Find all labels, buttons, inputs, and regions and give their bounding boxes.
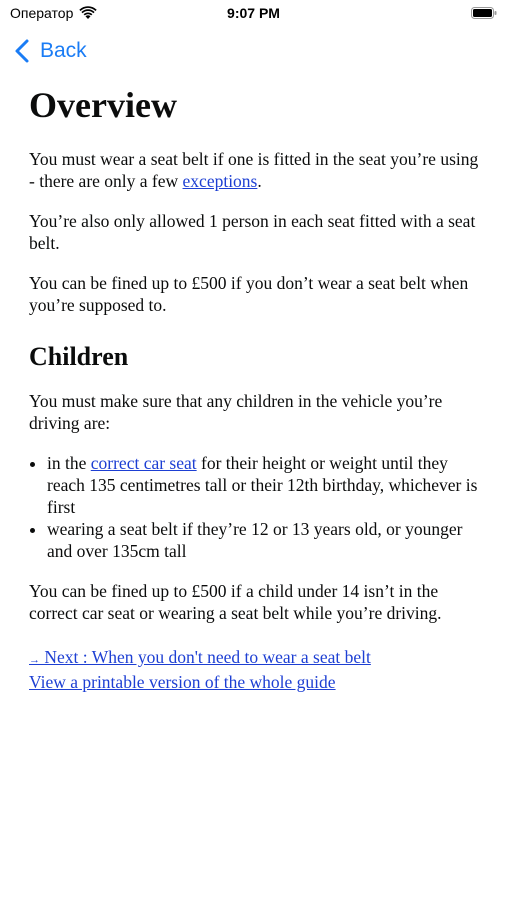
overview-p1-period: .: [257, 171, 262, 191]
exceptions-link[interactable]: exceptions: [182, 171, 258, 191]
article-content: [29, 84, 479, 693]
children-heading: Children: [29, 342, 129, 371]
children-requirements-list: [29, 452, 479, 562]
children-fine-paragraph: You can be fined up to £500 if a child under 14 isn’t in the correct car seat or wearing a seat belt while you’re driving.: [29, 581, 442, 623]
next-page-link[interactable]: [29, 646, 479, 671]
children-intro: You must make sure that any children in the vehicle you’re driving are:: [29, 391, 443, 433]
chevron-left-icon: [14, 38, 30, 64]
carrier-name: Оператор: [10, 5, 74, 21]
arrow-right-icon: →: [29, 654, 40, 666]
list-item: [47, 452, 479, 518]
navigation-bar: [0, 34, 507, 74]
guide-navigation-links: [29, 646, 479, 693]
bullet1-text-after: for their height or weight until they reach 135 centimetres tall or their 12th birthday, whichever is first: [47, 453, 478, 517]
printable-guide-link[interactable]: View a printable version of the whole guide: [29, 672, 336, 692]
back-label[interactable]: Back: [40, 39, 87, 62]
next-page-label[interactable]: Next : When you don't need to wear a seat belt: [40, 647, 371, 667]
overview-paragraph-1: [29, 148, 479, 192]
overview-p1-text: You must wear a seat belt if one is fitted in the seat you’re using - there are only a few: [29, 149, 479, 191]
page-title: Overview: [29, 85, 177, 125]
bullet1-text-before: in the: [47, 453, 91, 473]
battery-icon: [471, 7, 497, 19]
back-button[interactable]: [14, 38, 87, 64]
status-bar: [0, 0, 507, 30]
correct-car-seat-link[interactable]: correct car seat: [90, 453, 197, 473]
list-item: • wearing a seat belt if they’re 12 or 13 years old, or younger and over 135cm tall: [47, 518, 479, 562]
status-time: 9:07 PM: [227, 5, 280, 21]
overview-paragraph-2: You’re also only allowed 1 person in each seat fitted with a seat belt.: [29, 211, 476, 253]
overview-paragraph-3: You can be fined up to £500 if you don’t wear a seat belt when you’re supposed to.: [29, 273, 469, 315]
